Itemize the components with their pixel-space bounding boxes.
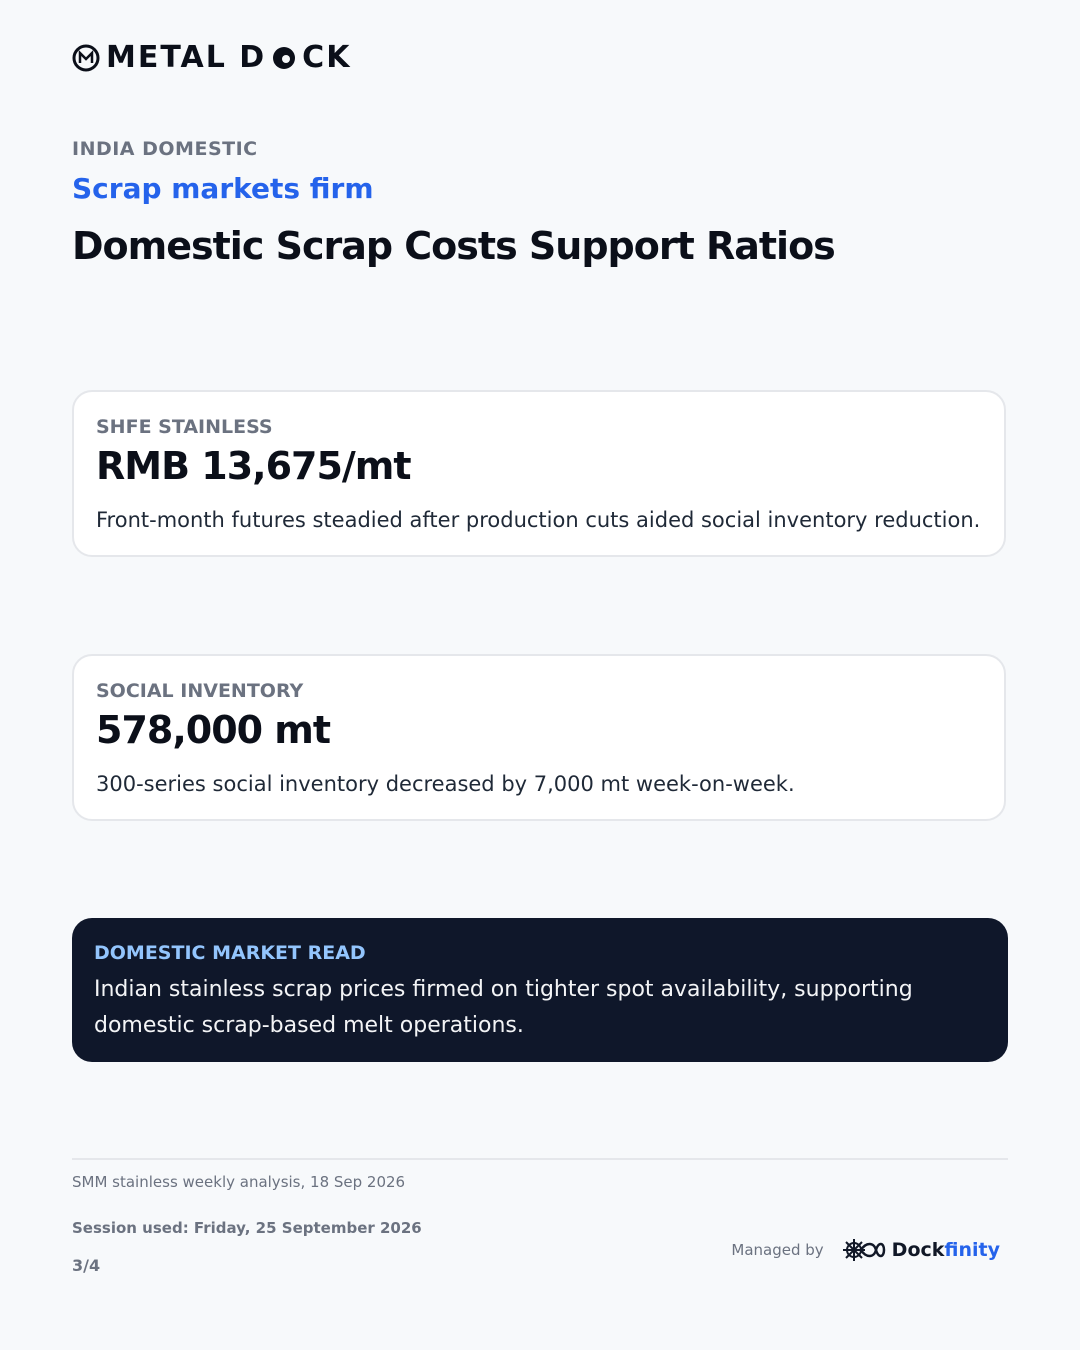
logo-text-2: CK (302, 40, 352, 75)
section-eyebrow: INDIA DOMESTIC (72, 138, 258, 160)
logo-text-1: METAL D (106, 40, 267, 75)
card-label: SOCIAL INVENTORY (96, 680, 304, 702)
card-value: RMB 13,675/mt (96, 444, 411, 488)
dock-o-icon (272, 46, 296, 70)
source-citation: SMM stainless weekly analysis, 18 Sep 2026 (72, 1173, 406, 1191)
market-read-panel (72, 918, 1008, 1062)
card-description: 300-series social inventory decreased by 7,000 mt week-on-week. (96, 772, 795, 796)
page-title: Domestic Scrap Costs Support Ratios (72, 224, 835, 268)
helm-infinity-icon (842, 1236, 886, 1264)
managed-by-label: Managed by (731, 1241, 824, 1259)
market-read-text: Indian stainless scrap prices firmed on tighter spot availability, supporting domestic scrap-based melt operations. (94, 977, 913, 1038)
session-date: Session used: Friday, 25 September 2026 (72, 1219, 422, 1237)
section-subtitle: Scrap markets firm (72, 172, 374, 205)
metal-dock-mark-icon (72, 44, 100, 72)
brand-part-2: finity (944, 1239, 1000, 1261)
page-number: 3/4 (72, 1256, 101, 1275)
market-read-label: DOMESTIC MARKET READ (94, 942, 366, 964)
card-label: SHFE STAINLESS (96, 416, 273, 438)
card-description: Front-month futures steadied after production cuts aided social inventory reduction. (96, 508, 981, 532)
footer-divider (72, 1158, 1008, 1160)
dockfinity-logo (842, 1236, 1000, 1264)
card-value: 578,000 mt (96, 708, 331, 752)
shfe-stainless-card (72, 390, 1006, 557)
managed-by (731, 1236, 1000, 1264)
social-inventory-card (72, 654, 1006, 821)
dockfinity-wordmark (892, 1239, 1000, 1261)
metal-dock-logo (72, 40, 351, 75)
brand-part-1: Dock (891, 1239, 945, 1261)
